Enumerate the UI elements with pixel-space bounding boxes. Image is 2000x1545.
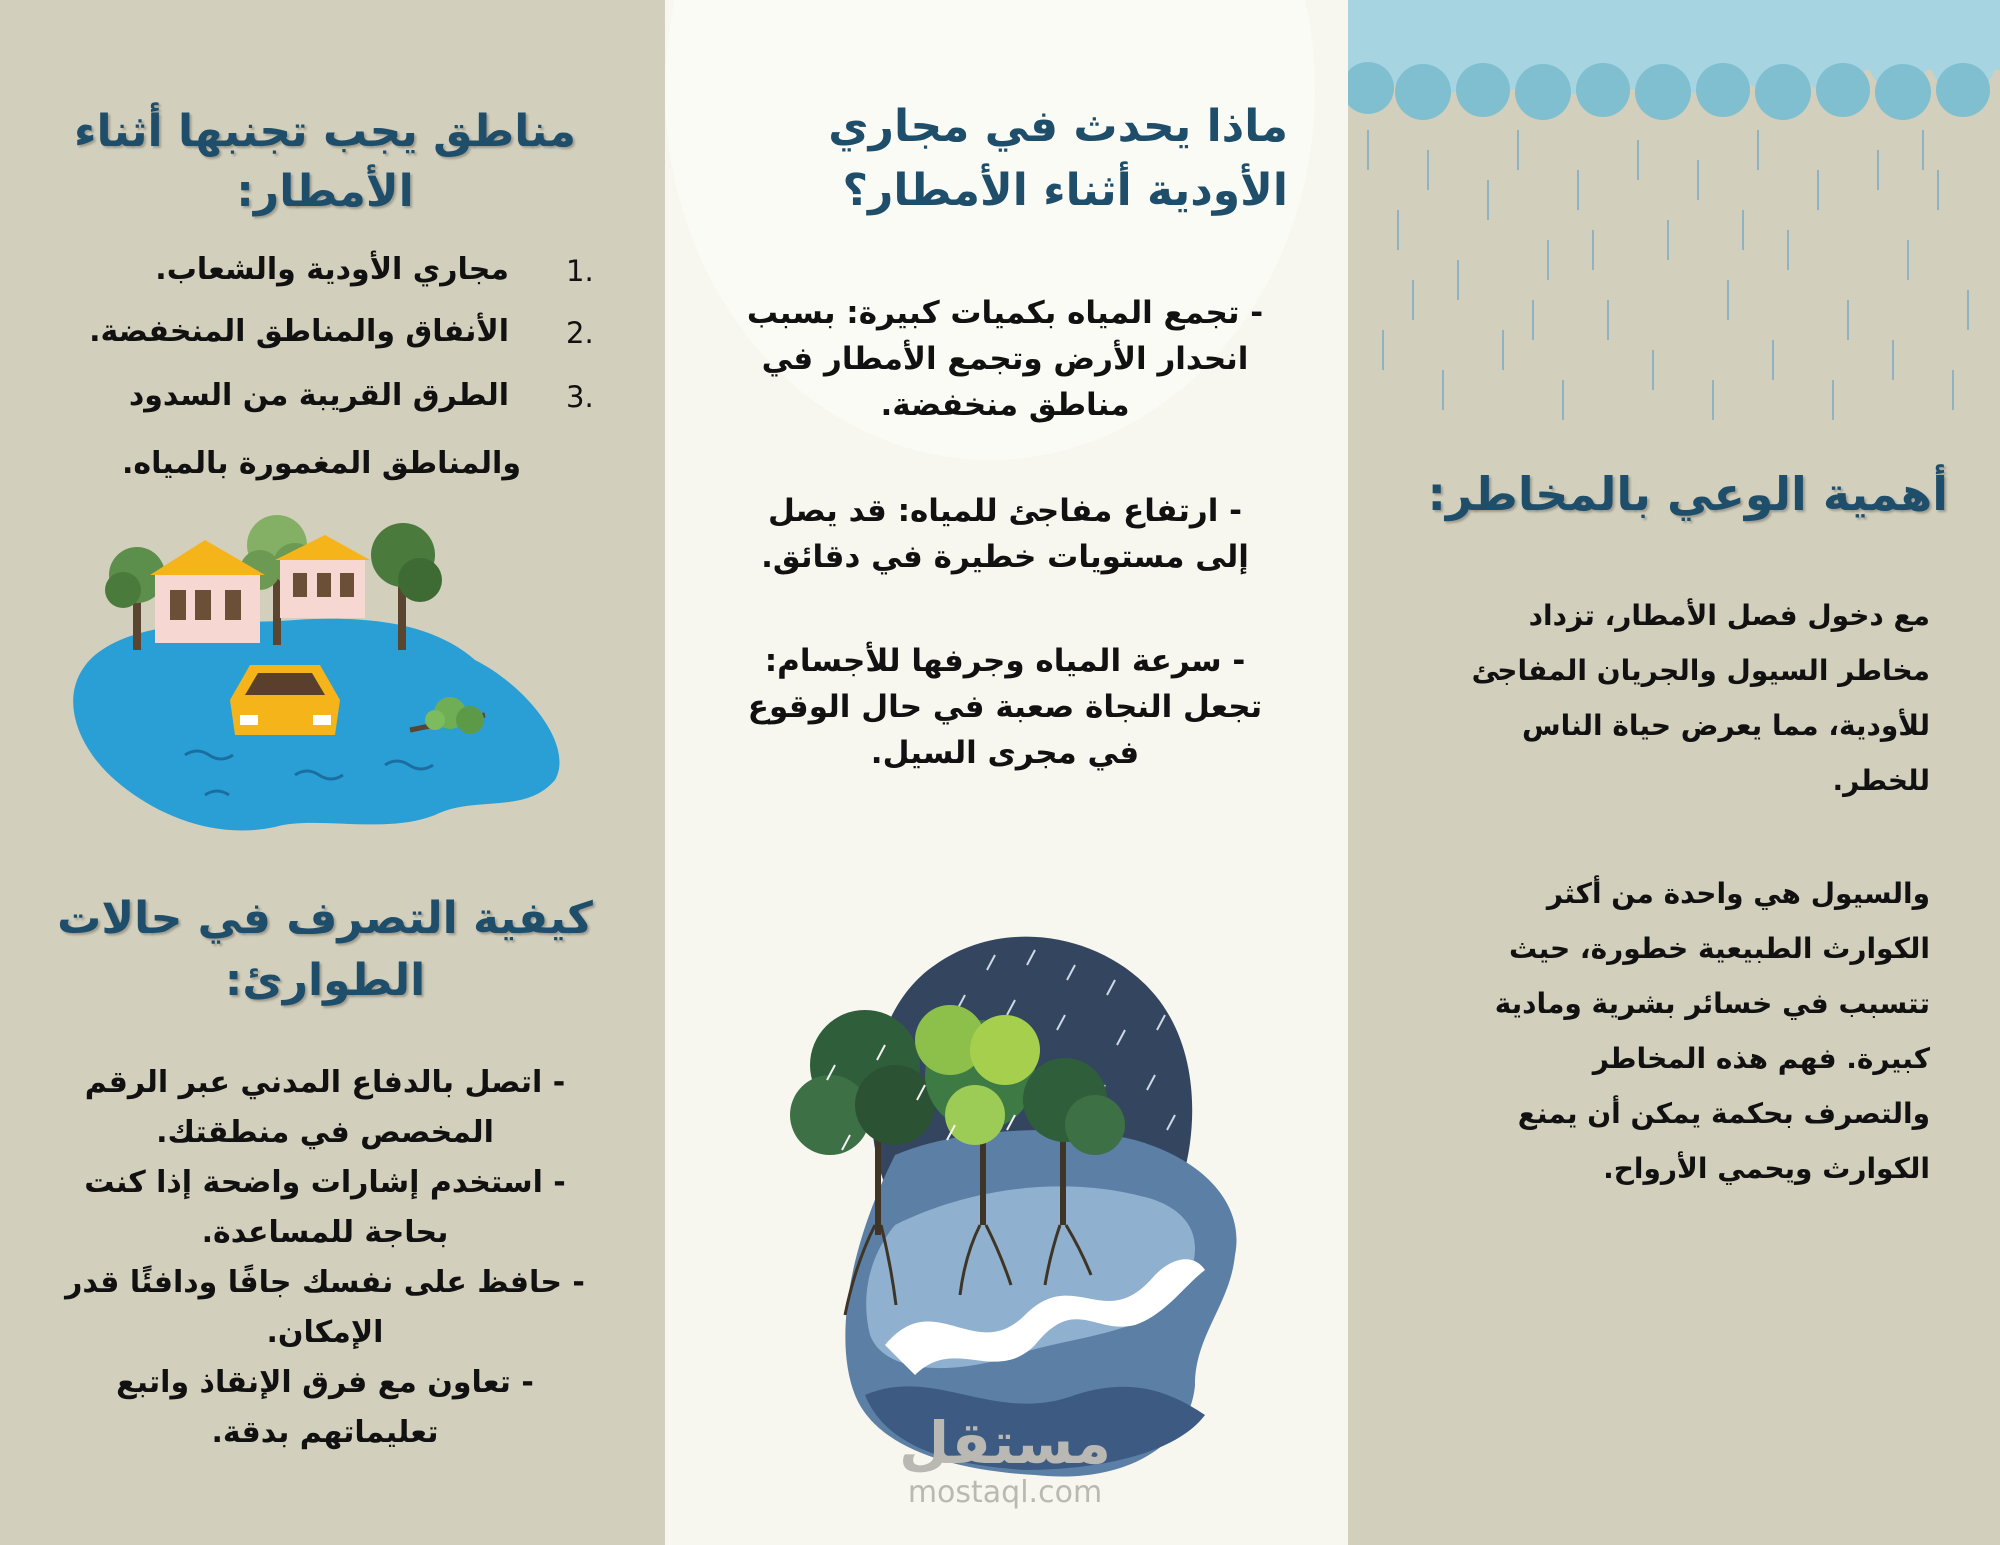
rain-cloud-illustration xyxy=(1348,0,2000,440)
valley-point-2: - ارتفاع مفاجئ للمياه: قد يصل إلى مستويات خطيرة في دقائق. xyxy=(761,493,1249,575)
awareness-heading: أهمية الوعي بالمخاطر: xyxy=(1427,467,1948,521)
rain-lines xyxy=(1368,130,1968,420)
flood-houses-illustration xyxy=(55,515,575,835)
awareness-paragraph-1: مع دخول فصل الأمطار، تزداد مخاطر السيول والجريان المفاجئ للأودية، مما يعرض حياة الناس للخطر. xyxy=(1471,599,1930,797)
list-item: الأنفاق والمناطق المنخفضة. xyxy=(89,314,509,349)
list-item: الطرق القريبة من السدود xyxy=(128,378,509,413)
valley-point-1: - تجمع المياه بكميات كبيرة: بسبب انحدار الأرض وتجمع الأمطار في مناطق منخفضة. xyxy=(746,295,1264,423)
list-item-continuation: والمناطق المغمورة بالمياه. xyxy=(121,446,521,481)
emergency-instructions: - اتصل بالدفاع المدني عبر الرقم المخصص في منطقتك. - استخدم إشارات واضحة إذا كنت بحاجة للمساعدة. - حافظ على نفسك جافًا ودافئًا قدر الإمكان. - تعاون مع فرق الإنقاذ واتبع تعليماتهم بدقة. xyxy=(65,1065,585,1450)
list-number: 3. xyxy=(566,380,594,414)
river-trees-rain-illustration xyxy=(775,925,1245,1485)
emergency-heading: كيفية التصرف في حالات الطوارئ: xyxy=(57,893,593,1006)
awareness-paragraph-2: والسيول هي واحدة من أكثر الكوارث الطبيعية خطورة، حيث تتسبب في خسائر بشرية ومادية كبيرة. فهم هذه المخاطر والتصرف بحكمة يمكن أن يمنع الكوارث ويحمي الأرواح. xyxy=(1494,877,1930,1185)
watermark: مستقل mostaql.com xyxy=(898,1409,1112,1510)
car-icon xyxy=(230,665,340,735)
list-number: 2. xyxy=(566,316,594,350)
panel-right xyxy=(1348,0,2000,1545)
valley-heading: ماذا يحدث في مجاري الأودية أثناء الأمطار؟ xyxy=(828,101,1288,216)
panel-middle xyxy=(665,0,1348,1545)
list-number: 1. xyxy=(566,254,594,288)
valley-point-3: - سرعة المياه وجرفها للأجسام: تجعل النجاة صعبة في حال الوقوع في مجرى السيل. xyxy=(747,643,1263,771)
panel-left xyxy=(0,0,665,1545)
avoid-areas-heading: مناطق يجب تجنبها أثناء الأمطار: xyxy=(74,106,576,217)
list-item: مجاري الأودية والشعاب. xyxy=(155,252,509,287)
